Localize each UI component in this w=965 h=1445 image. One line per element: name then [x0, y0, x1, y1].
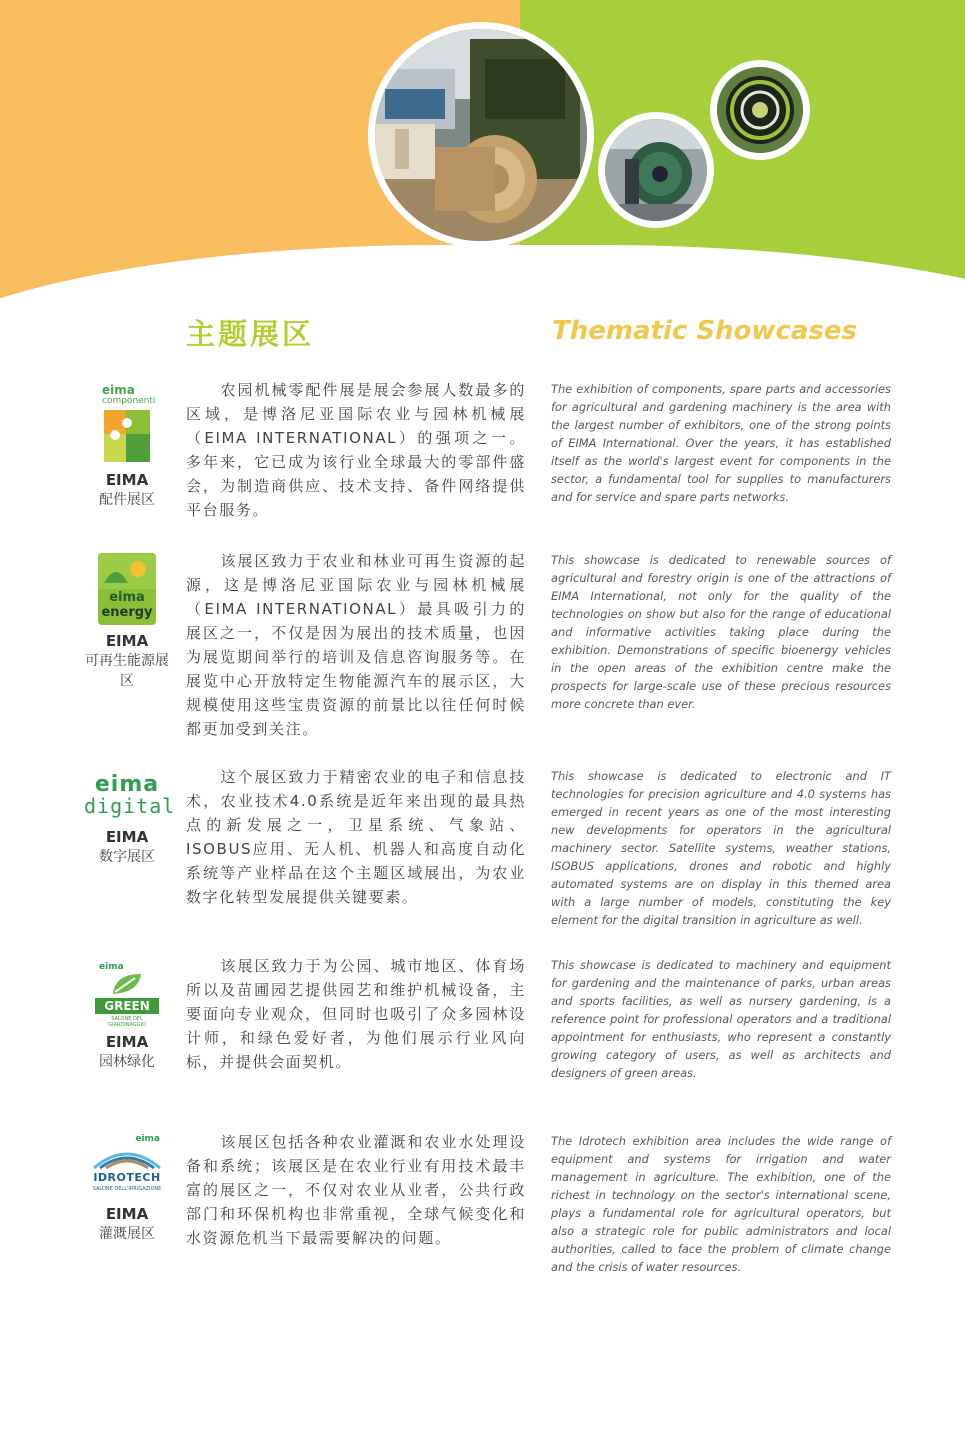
logo-subword: IDROTECH — [93, 1171, 161, 1184]
showcase-label-cn: 可再生能源展区 — [85, 653, 169, 689]
exhibition-hall-machine-photo — [598, 112, 714, 228]
showcase-text-en: The Idrotech exhibition area includes the wide range of equipment and systems for irrigation and water management in agriculture. The exhibition, one of the richest in technology on the sector's international scene, plays a fundamental role for agricultural operators, but also a strategic role for public administrators and local authorities, called to face the problem of climate change and the crisis of water resources. — [551, 1134, 891, 1274]
puzzle-icon — [104, 410, 150, 462]
page-title-chinese: 主题展区 — [186, 317, 315, 351]
logo-tagline: SALONE DELL'IRRIGAZIONE — [92, 1186, 162, 1192]
leaf-icon — [111, 972, 143, 996]
showcase-text-cn: 该展区包括各种农业灌溉和农业水处理设备和系统；该展区是在农业行业有用技术最丰富的展区之一，不仅对农业从业者，公共行政部门和环保机构也非常重视，全球气候变化和水资源危机当下最需要解决的问题。 — [186, 1133, 526, 1247]
showcase-label-en: EIMA — [105, 828, 149, 846]
showcase-label-cn: 园林绿化 — [99, 1054, 155, 1070]
showcase-text-cn: 这个展区致力于精密农业的电子和信息技术，农业技术4.0系统是近年来出现的最具热点的新发展之一，卫星系统、气象站、ISOBUS应用、无人机、机器人和高度自动化系统等产业样品在这个主题区域展出，为农业数字化转型发展提供关键要素。 — [186, 768, 526, 906]
showcase-label-cn: 数字展区 — [99, 849, 155, 865]
showcase-label-cn: 灌溉展区 — [99, 1226, 155, 1242]
water-arc-icon — [92, 1146, 162, 1170]
green-logo — [84, 962, 170, 1072]
showcase-text-cn: 该展区致力于农业和林业可再生资源的起源，这是博洛尼亚国际农业与园林机械展（EIMA INTERNATIONAL）最具吸引力的展区之一，不仅是因为展出的技术质量，也因为展览期间举行的培训及信息咨询服务等。在展览中心开放特定生物能源汽车的展示区，大规模使用这些宝贵资源的前景比以往任何时候都更加受到关注。 — [186, 552, 526, 738]
showcase-label-en: EIMA — [105, 1033, 149, 1051]
showcase-label-en: EIMA — [105, 1205, 149, 1223]
logo-wordmark: eima — [94, 772, 160, 797]
showcase-text-cn: 该展区致力于为公园、城市地区、体育场所以及苗圃园艺提供园艺和维护机械设备，主要面向专业观众，但同时也吸引了众多园林设计师，和绿色爱好者，为他们展示行业风向标，并提供会面契机。 — [186, 957, 526, 1071]
showcase-text-en: This showcase is dedicated to electronic and IT technologies for precision agriculture and 4.0 systems has emerged in recent years as one of the most interesting new developments for operators in the agricultural machinery sector. Satellite systems, weather stations, ISOBUS applications, drones and robotic and highly automated systems are on display in this themed area with a large number of models, constituting the key element for the digital transition in agriculture as well. — [551, 769, 891, 927]
showcase-text-en: This showcase is dedicated to renewable sources of agricultural and forestry origin is one of the attractions of EIMA International, not only for the quality of the technologies on show but also for the range of educational and informative activities taking place during the exhibition. Demonstrations of specific bioenergy vehicles in the open areas of the exhibition centre make the prospects for large-scale use of these precious resources more concrete than ever. — [551, 553, 891, 711]
showcase-label-en: EIMA — [105, 632, 149, 650]
idrotech-logo — [84, 1134, 170, 1244]
logo-wordmark: eima — [109, 590, 145, 605]
logo-wordmark: eima — [102, 383, 135, 397]
showcase-label-en: EIMA — [105, 471, 149, 489]
energy-logo — [84, 553, 170, 691]
logo-subword: GREEN — [95, 998, 159, 1014]
showcase-text-en: The exhibition of components, spare parts and accessories for agricultural and gardening machinery is the area with the largest number of exhibitors, one of the strong points of EIMA International. Over the years, it has established itself as the world's largest event for components in the sector, a fundamental tool for supplies to manufacturers and for service and spare parts networks. — [551, 382, 891, 504]
showcase-text-cn: 农园机械零配件展是展会参展人数最多的区域，是博洛尼亚国际农业与园林机械展（EIMA INTERNATIONAL）的强项之一。多年来，它已成为该行业全球最大的零部件盛会，为制造商供应、技术支持、备件网络提供平台服务。 — [186, 381, 526, 519]
logo-subword: energy — [101, 605, 153, 620]
logo-wordmark: eima — [99, 962, 124, 972]
logo-tagline: SALONE DEL GIARDINAGGIO — [108, 1016, 146, 1028]
showcase-text-en: This showcase is dedicated to machinery and equipment for gardening and the maintenance of parks, urban areas and sports facilities, as well as nursery gardening, is a reference point for professional operators and a traditional appointment for enthusiasts, who represent a constantly growing category of users, as well as architects and designers of green areas. — [551, 958, 891, 1080]
timber-machinery-photo — [368, 22, 594, 248]
page-title-english: Thematic Showcases — [552, 316, 857, 346]
logo-subword: componenti — [102, 396, 156, 406]
machine-detail-photo — [710, 60, 810, 160]
logo-wordmark: eima — [135, 1134, 160, 1144]
sun-leaf-icon — [98, 553, 156, 589]
logo-subword: digital — [84, 794, 176, 818]
componenti-logo — [84, 384, 170, 510]
showcase-label-cn: 配件展区 — [99, 492, 155, 508]
digital-logo — [84, 772, 176, 867]
